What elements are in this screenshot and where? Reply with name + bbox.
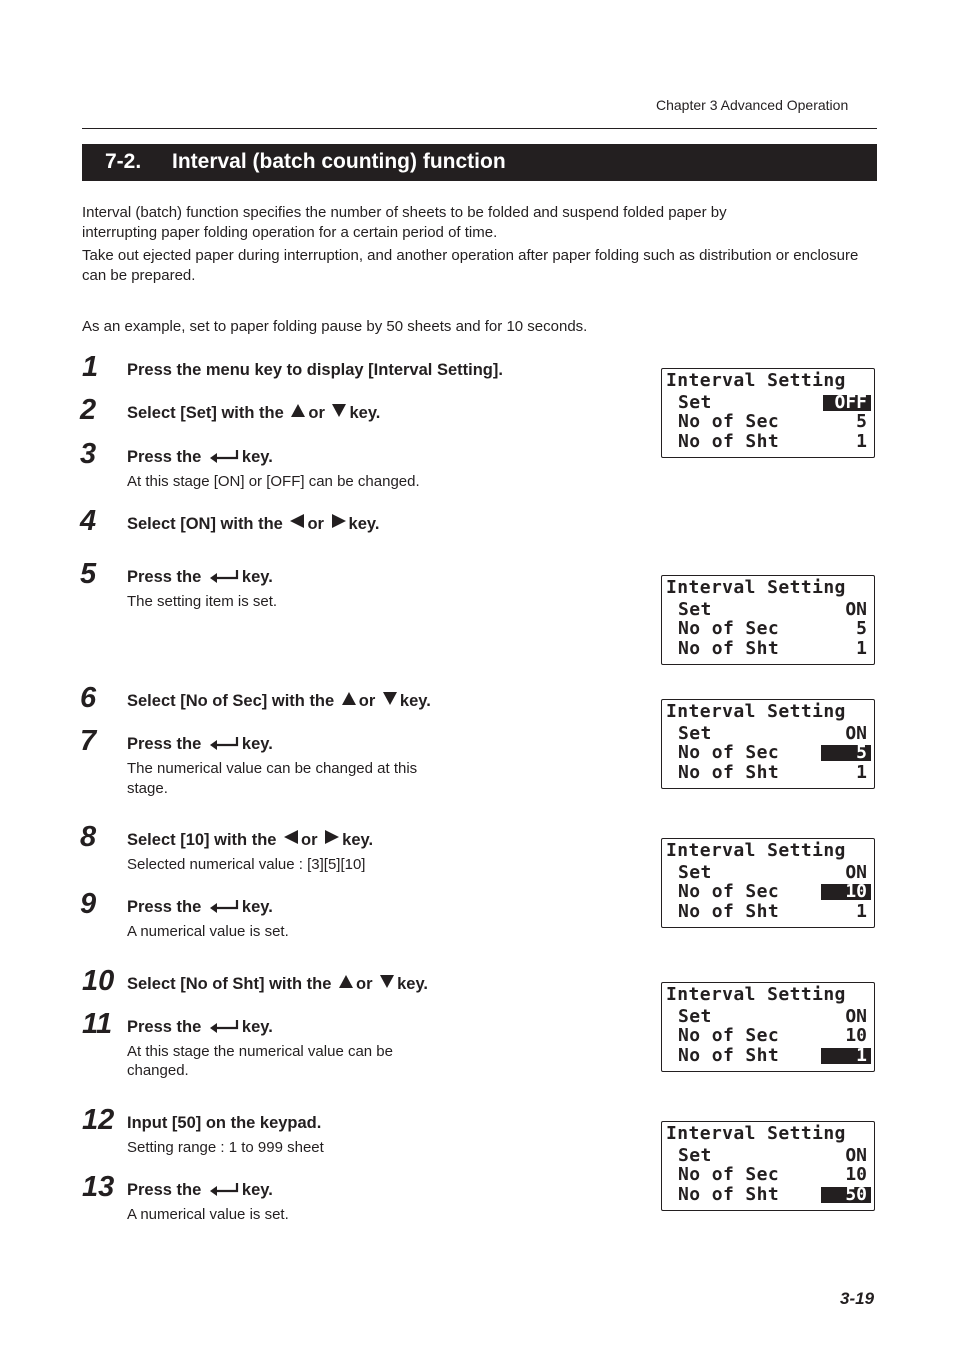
chapter-header: Chapter 3 Advanced Operation xyxy=(656,97,849,113)
section-title-bar xyxy=(82,144,877,181)
lcd-row-value: 5 xyxy=(856,618,867,639)
step-title: Press the menu key to display [Interval Setting]. xyxy=(127,361,503,379)
lcd-row-label: No of Sht xyxy=(678,431,780,452)
step-number: 3 xyxy=(80,438,97,470)
lcd-title: Interval Setting xyxy=(666,701,846,722)
step-description: The setting item is set. xyxy=(127,593,278,610)
lcd-row-value-highlighted: 5 xyxy=(821,745,871,761)
lcd-row-value: 1 xyxy=(856,638,867,659)
step-description: At this stage [ON] or [OFF] can be changed. xyxy=(127,473,420,490)
down-triangle-icon xyxy=(332,404,346,417)
intro-paragraph-1: Interval (batch) function specifies the number of sheets to be folded and suspend folded paper by interrupting paper folding operation for a certain period of time. xyxy=(82,204,727,241)
lcd-row-label: No of Sec xyxy=(678,1025,780,1046)
lcd-row-value: 10 xyxy=(845,1025,867,1046)
lcd-title: Interval Setting xyxy=(666,984,846,1005)
lcd-row-label: Set xyxy=(678,723,712,744)
lcd-row-label: No of Sht xyxy=(678,1184,780,1205)
step-description: At this stage the numerical value can be xyxy=(127,1043,393,1060)
lcd-row-label: Set xyxy=(678,862,712,883)
lcd-row-value: ON xyxy=(845,862,867,883)
step-description: A numerical value is set. xyxy=(127,1206,289,1223)
lcd-display xyxy=(661,368,875,458)
enter-key-icon xyxy=(208,449,240,463)
intro-paragraph-3: As an example, set to paper folding pause by 50 sheets and for 10 seconds. xyxy=(82,318,588,335)
step-title: Press the key. xyxy=(127,1181,273,1199)
step-description: changed. xyxy=(127,1062,189,1079)
step-title: Select [No of Sec] with the or key. xyxy=(127,692,431,710)
enter-key-icon xyxy=(208,899,240,913)
intro-paragraph-2: Take out ejected paper during interruption, and another operation after paper folding such as distribution or enclosure can be prepared. xyxy=(82,247,859,284)
lcd-row-value: ON xyxy=(845,723,867,744)
lcd-row-label: No of Sec xyxy=(678,1164,780,1185)
step-number: 2 xyxy=(80,394,97,426)
down-triangle-icon xyxy=(380,975,394,988)
left-triangle-icon xyxy=(290,514,304,528)
enter-key-icon xyxy=(208,1019,240,1033)
down-triangle-icon xyxy=(383,692,397,705)
section-number: 7-2. xyxy=(105,150,142,173)
step-description: Selected numerical value : [3][5][10] xyxy=(127,856,366,873)
page-number: 3-19 xyxy=(840,1289,875,1308)
step-number: 1 xyxy=(82,351,99,383)
header-rule xyxy=(82,128,877,129)
lcd-title: Interval Setting xyxy=(666,840,846,861)
lcd-row-value-highlighted: 1 xyxy=(821,1048,871,1064)
section-title: Interval (batch counting) function xyxy=(172,150,506,173)
lcd-row-label: No of Sht xyxy=(678,638,780,659)
lcd-row-value: 1 xyxy=(856,431,867,452)
step-description: A numerical value is set. xyxy=(127,923,289,940)
lcd-display xyxy=(661,982,875,1072)
step-title: Select [ON] with the or key. xyxy=(127,515,380,533)
lcd-display xyxy=(661,575,875,665)
up-triangle-icon xyxy=(339,975,353,988)
step-number: 11 xyxy=(82,1008,113,1040)
lcd-row-label: No of Sht xyxy=(678,762,780,783)
step-number: 6 xyxy=(80,682,97,714)
step-title: Press the key. xyxy=(127,568,273,586)
right-triangle-icon xyxy=(325,830,339,844)
lcd-display xyxy=(661,699,875,789)
lcd-row-value: 10 xyxy=(845,1164,867,1185)
enter-key-icon xyxy=(208,569,240,583)
left-triangle-icon xyxy=(284,830,298,844)
step-description: The numerical value can be changed at this xyxy=(127,760,418,777)
lcd-row-label: No of Sec xyxy=(678,881,780,902)
lcd-title: Interval Setting xyxy=(666,577,846,598)
lcd-title: Interval Setting xyxy=(666,370,846,391)
step-title: Select [Set] with the or key. xyxy=(127,404,381,422)
step-number: 5 xyxy=(80,558,97,590)
step-number: 10 xyxy=(82,965,115,997)
lcd-row-value: ON xyxy=(845,1145,867,1166)
lcd-row-label: Set xyxy=(678,1006,712,1027)
step-number: 4 xyxy=(80,505,97,537)
lcd-display xyxy=(661,1121,875,1211)
step-title: Select [10] with the or key. xyxy=(127,831,374,849)
up-triangle-icon xyxy=(291,404,305,417)
enter-key-icon xyxy=(208,736,240,750)
lcd-row-value: ON xyxy=(845,599,867,620)
right-triangle-icon xyxy=(332,514,346,528)
lcd-display xyxy=(661,838,875,928)
lcd-row-value: 1 xyxy=(856,762,867,783)
lcd-title: Interval Setting xyxy=(666,1123,846,1144)
step-number: 9 xyxy=(80,888,97,920)
step-title: Press the key. xyxy=(127,448,273,466)
lcd-row-label: No of Sec xyxy=(678,742,780,763)
step-title: Press the key. xyxy=(127,898,273,916)
step-title: Input [50] on the keypad. xyxy=(127,1114,322,1132)
step-description: Setting range : 1 to 999 sheet xyxy=(127,1139,324,1156)
lcd-row-value: 1 xyxy=(856,901,867,922)
lcd-row-value-highlighted: 50 xyxy=(821,1187,871,1203)
lcd-row-label: No of Sec xyxy=(678,618,780,639)
step-number: 12 xyxy=(82,1104,115,1136)
step-title: Press the key. xyxy=(127,735,273,753)
step-title: Select [No of Sht] with the or key. xyxy=(127,975,428,993)
step-number: 8 xyxy=(80,821,97,853)
step-number: 7 xyxy=(80,725,97,757)
step-description: stage. xyxy=(127,780,168,797)
enter-key-icon xyxy=(208,1182,240,1196)
lcd-row-value: 5 xyxy=(856,411,867,432)
step-number: 13 xyxy=(82,1171,115,1203)
up-triangle-icon xyxy=(342,692,356,705)
lcd-row-label: No of Sht xyxy=(678,1045,780,1066)
lcd-row-label: Set xyxy=(678,599,712,620)
lcd-row-label: No of Sec xyxy=(678,411,780,432)
step-title: Press the key. xyxy=(127,1018,273,1036)
lcd-row-value-highlighted: OFF xyxy=(823,395,871,411)
lcd-row-value-highlighted: 10 xyxy=(821,884,871,900)
lcd-row-label: Set xyxy=(678,392,712,413)
lcd-row-value: ON xyxy=(845,1006,867,1027)
lcd-row-label: No of Sht xyxy=(678,901,780,922)
lcd-row-label: Set xyxy=(678,1145,712,1166)
